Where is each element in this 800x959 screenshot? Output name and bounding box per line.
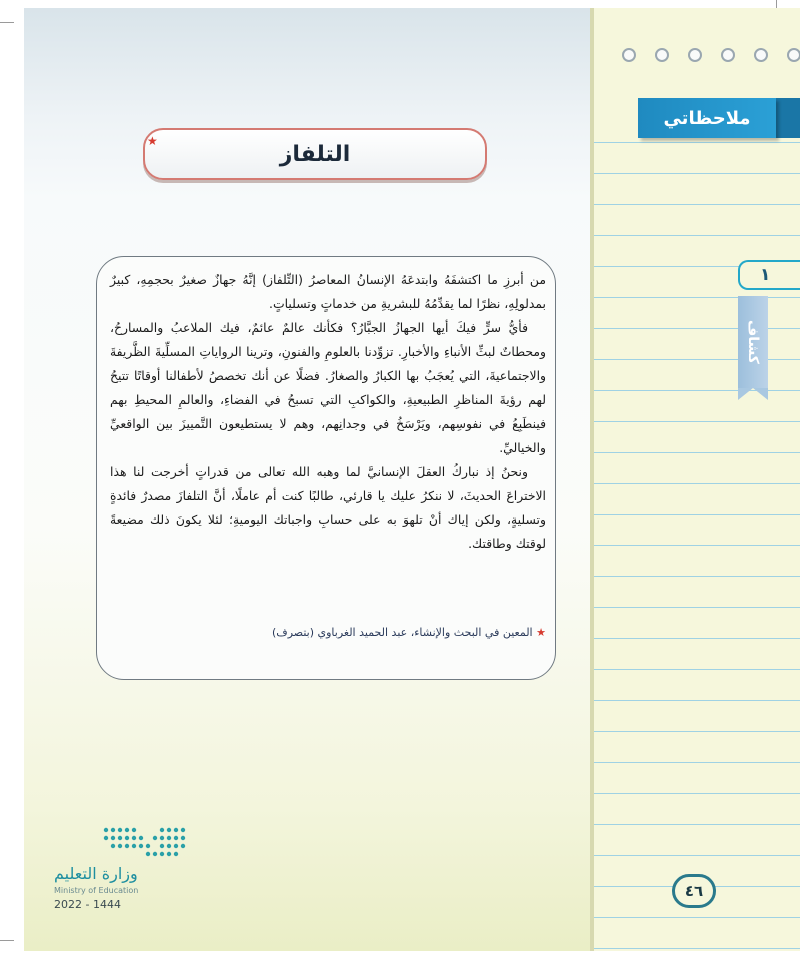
side-tab-label: كشاف: [745, 320, 761, 364]
logo-english-text: Ministry of Education: [54, 886, 139, 895]
crop-mark: [0, 22, 14, 23]
source-text: المعين في البحث والإنشاء، عبد الحميد الغرباوي (بتصرف): [272, 626, 533, 639]
hole-icon: [655, 48, 669, 62]
notes-tab: ملاحظاتي: [638, 98, 776, 138]
hole-icon: [754, 48, 768, 62]
notes-panel: [590, 8, 800, 951]
star-icon: ★: [147, 134, 158, 148]
paragraph: فأيُّ سرٍّ فيكَ أيها الجهازُ الجبَّارُ؟ فكأنك عالمٌ عائمٌ، فيك الملاعبُ والمسارحُ، ومحطاتٌ لبثِّ الأنباءِ والأخبارِ. تزوِّدنا بالعلومِ والفنونِ، وترينا الرواياتِ المسلِّيةَ الظَّريفةَ والاجتماعيةَ، التي يُعجَبُ بها الكبارُ والصغارُ. فضلًا عن أنك تخصصُ لأطفالنا أوقاتًا تتيحُ لهم رؤيةَ المناظرِ الطبيعيةِ، والكواكبِ التي تسبحُ في الفضاءِ، والعالمِ المحيطِ بهم فينطَبِعُ في نفوسِهم، ويَرْسَخُ في وجدانِهم، وهم لا يستطيعون التَّمييزَ بين الواقعيِّ والخياليِّ.: [110, 320, 546, 455]
logo-arabic-text: وزارة التعليم: [54, 864, 138, 883]
paragraph: ونحنُ إذ نباركُ العقلَ الإنسانيَّ لما وهبه الله تعالى من قدراتٍ أخرجت لنا هذا الاختراعَ الحديثَ، لا ننكرُ عليك يا قارئي، طالبًا كنت أم عاملًا، أنَّ التلفازَ مصدرٌ فائدةٍ وتسليةٍ، ولكن إياك أنْ تلهوَ به على حسابِ واجباتك اليوميةِ؛ لئلا يكونَ ذلك مضيعةً لوقتك وطاقتك.: [110, 464, 546, 551]
page-number: ٤٦: [672, 874, 716, 908]
source-citation: [110, 626, 546, 639]
hole-icon: [787, 48, 800, 62]
star-icon: ★: [536, 626, 546, 639]
side-tab: [738, 296, 768, 388]
hole-icon: [688, 48, 702, 62]
notes-tab-edge: [776, 98, 800, 138]
unit-number: ١: [738, 260, 800, 290]
logo-year: 2022 - 1444: [54, 898, 121, 911]
side-tab-arrow: [738, 388, 768, 400]
page-title: التلفاز: [143, 128, 487, 180]
text-body: [110, 268, 546, 556]
hole-icon: [622, 48, 636, 62]
paragraph: من أبرزِ ما اكتشفَهُ وابتدعَهُ الإنسانُ المعاصرُ (التِّلفاز) إنَّهُ جهازٌ صغيرٌ بحجمِهِ، كبيرٌ بمدلولِهِ، نظرًا لما يقدِّمُهُ للبشريةِ من خدماتٍ وتسلياتٍ.: [110, 272, 546, 311]
crop-mark: [0, 940, 14, 941]
binder-holes: [622, 48, 800, 62]
hole-icon: [721, 48, 735, 62]
logo-dots-icon: [102, 824, 194, 858]
